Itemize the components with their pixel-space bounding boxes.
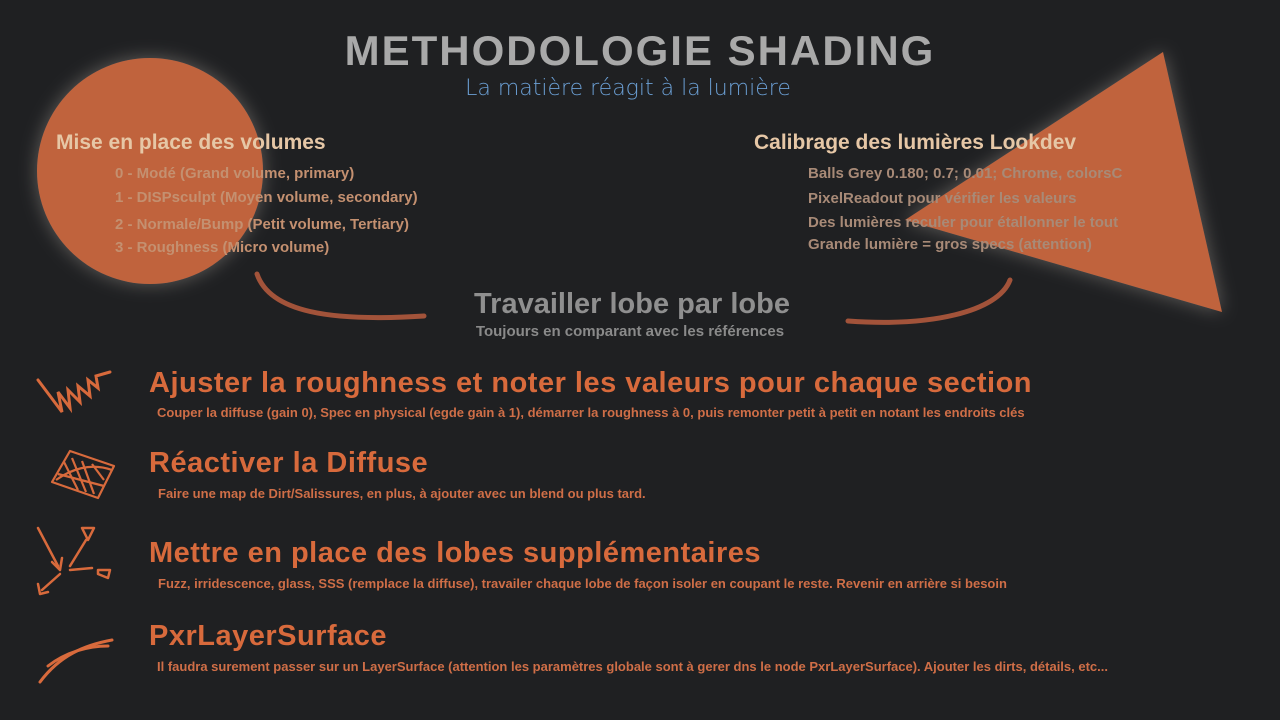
page-title: METHODOLOGIE SHADING [344, 27, 936, 74]
left-section-heading: Mise en place des volumes [56, 131, 326, 154]
swoosh-icon [40, 640, 112, 682]
right-list-item: PixelReadout pour vérifier les valeurs [808, 190, 1077, 207]
left-list-item: 2 - Normale/Bump (Petit volume, Tertiary) [115, 216, 409, 233]
right-section-heading: Calibrage des lumières Lookdev [754, 131, 1077, 154]
step-description: Faire une map de Dirt/Salissures, en plus, à ajouter avec un blend ou plus tard. [158, 486, 646, 501]
step-title: Ajuster la roughness et noter les valeurs pour chaque section [149, 367, 1033, 399]
center-title: Travailler lobe par lobe [474, 288, 790, 320]
step-description: Il faudra surement passer sur un LayerSurface (attention les paramètres globale sont à gerer dns le node PxrLayerSurface). Ajouter les dirts, détails, etc... [157, 659, 1108, 674]
page-subtitle: La matière réagit à la lumière [465, 76, 791, 101]
step-description: Fuzz, irridescence, glass, SSS (remplace la diffuse), travailer chaque lobe de façon isoler en coupant le reste. Revenir en arrière si besoin [158, 576, 1007, 591]
center-subtitle: Toujours en comparant avec les références [475, 323, 785, 340]
right-list-item: Des lumières reculer pour étallonner le tout [808, 214, 1119, 231]
step-title: Réactiver la Diffuse [149, 447, 429, 479]
squiggle-icon [38, 372, 110, 412]
left-list-item: 3 - Roughness (Micro volume) [115, 239, 330, 256]
scatter-arrows-icon [38, 528, 110, 594]
step-title: Mettre en place des lobes supplémentaires [149, 537, 761, 569]
right-list-item: Grande lumière = gros specs (attention) [808, 236, 1092, 253]
right-list-item: Balls Grey 0.180; 0.7; 0.01; Chrome, colorsC [808, 165, 1123, 182]
step-description: Couper la diffuse (gain 0), Spec en physical (egde gain à 1), démarrer la roughness à 0, puis remonter petit à petit en notant les endroits clés [157, 405, 1025, 420]
step-title: PxrLayerSurface [149, 620, 388, 652]
left-list-item: 0 - Modé (Grand volume, primary) [115, 165, 355, 182]
left-list-item: 1 - DISPsculpt (Moyen volume, secondary) [115, 189, 418, 206]
hatched-square-icon [52, 451, 114, 498]
